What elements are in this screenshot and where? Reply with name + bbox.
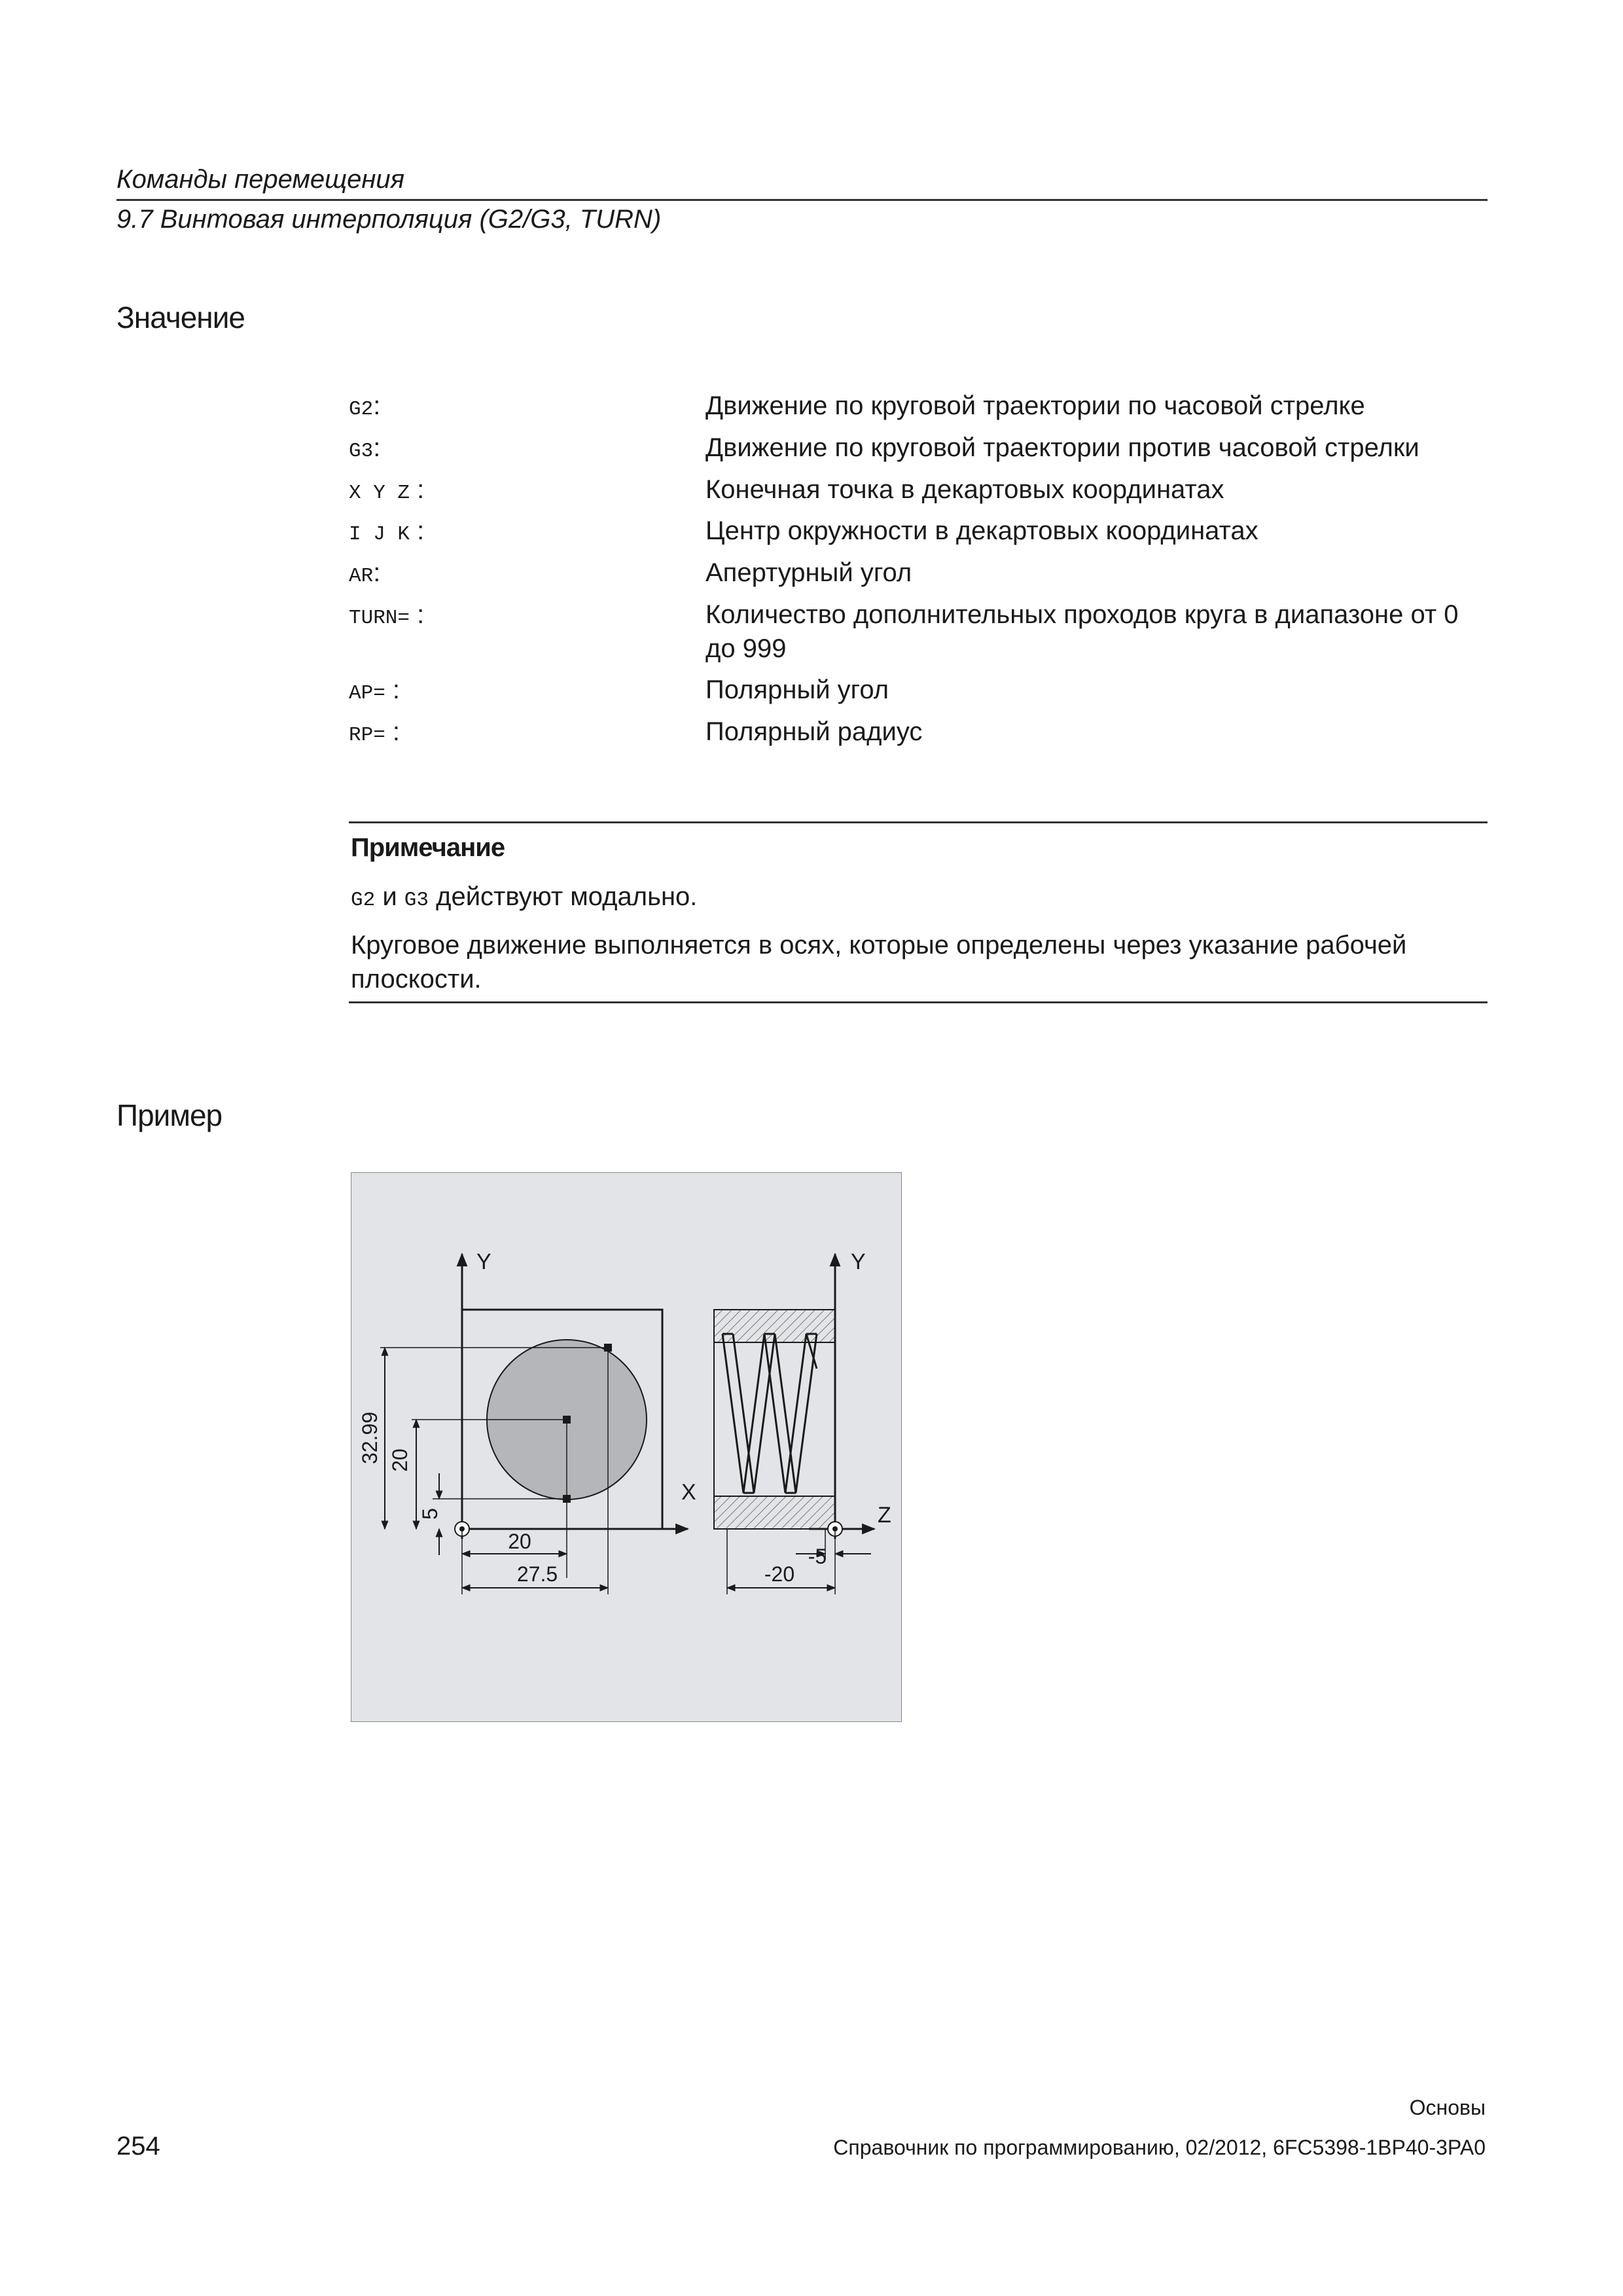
- center-point-marker: [563, 1416, 571, 1424]
- note-bottom-rule: [349, 1001, 1488, 1003]
- right-y-label: Y: [851, 1249, 866, 1274]
- helix-example-figure: [351, 1172, 902, 1722]
- dim-20-vertical: 20: [388, 1448, 412, 1472]
- desc-g2: Движение по круговой траектории по часовой стрелке: [705, 391, 1365, 420]
- dim-neg-20: -20: [764, 1562, 795, 1586]
- dim-neg-5: -5: [808, 1545, 827, 1568]
- hatched-wall-bottom: [714, 1496, 835, 1529]
- term-ar: AR:: [349, 558, 381, 588]
- term-g2: G2:: [349, 391, 381, 421]
- footer-book-title: Основы: [1409, 2096, 1486, 2119]
- left-x-label: X: [681, 1480, 696, 1505]
- term-xyz: X Y Z :: [349, 475, 425, 505]
- desc-ijk: Центр окружности в декартовых координатах: [705, 516, 1258, 545]
- note-top-rule: [349, 821, 1488, 823]
- right-z-label: Z: [878, 1503, 891, 1528]
- note-line-1: G2 и G3 действуют модально.: [351, 882, 698, 912]
- term-g3: G3:: [349, 433, 381, 463]
- bore-section: [714, 1342, 835, 1496]
- example-heading: Пример: [116, 1098, 223, 1132]
- footer-doc-reference: Справочник по программированию, 02/2012, 6FC5398-1BP40-3PA0: [833, 2136, 1486, 2159]
- dim-27-5: 27.5: [516, 1562, 558, 1586]
- left-y-label: Y: [476, 1249, 491, 1274]
- desc-xyz: Конечная точка в декартовых координатах: [705, 475, 1224, 504]
- page-number: 254: [116, 2132, 160, 2161]
- term-rp: RP= :: [349, 717, 401, 747]
- chapter-title: Команды перемещения: [116, 165, 405, 194]
- dim-32-99: 32.99: [358, 1411, 382, 1465]
- note-line-2: Круговое движение выполняется в осях, которые определены через указание рабочей плоскости.: [351, 931, 1407, 994]
- term-ijk: I J K :: [349, 516, 425, 546]
- desc-ap: Полярный угол: [705, 675, 889, 704]
- dim-20-horizontal: 20: [508, 1530, 531, 1553]
- meaning-heading: Значение: [116, 300, 245, 334]
- desc-ar: Апертурный угол: [705, 558, 912, 587]
- dim-5-vertical: 5: [418, 1508, 442, 1520]
- note-title: Примечание: [351, 833, 505, 862]
- header-rule: [116, 199, 1488, 201]
- term-turn: TURN= :: [349, 600, 425, 630]
- term-ap: AP= :: [349, 675, 401, 705]
- start-point-marker: [563, 1495, 571, 1503]
- section-title: 9.7 Винтовая интерполяция (G2/G3, TURN): [116, 205, 662, 234]
- desc-turn: Количество дополнительных проходов круга в диапазоне от 0 до 999: [705, 600, 1459, 663]
- desc-g3: Движение по круговой траектории против часовой стрелки: [705, 433, 1419, 462]
- desc-rp: Полярный радиус: [705, 717, 923, 746]
- end-point-marker: [604, 1344, 612, 1352]
